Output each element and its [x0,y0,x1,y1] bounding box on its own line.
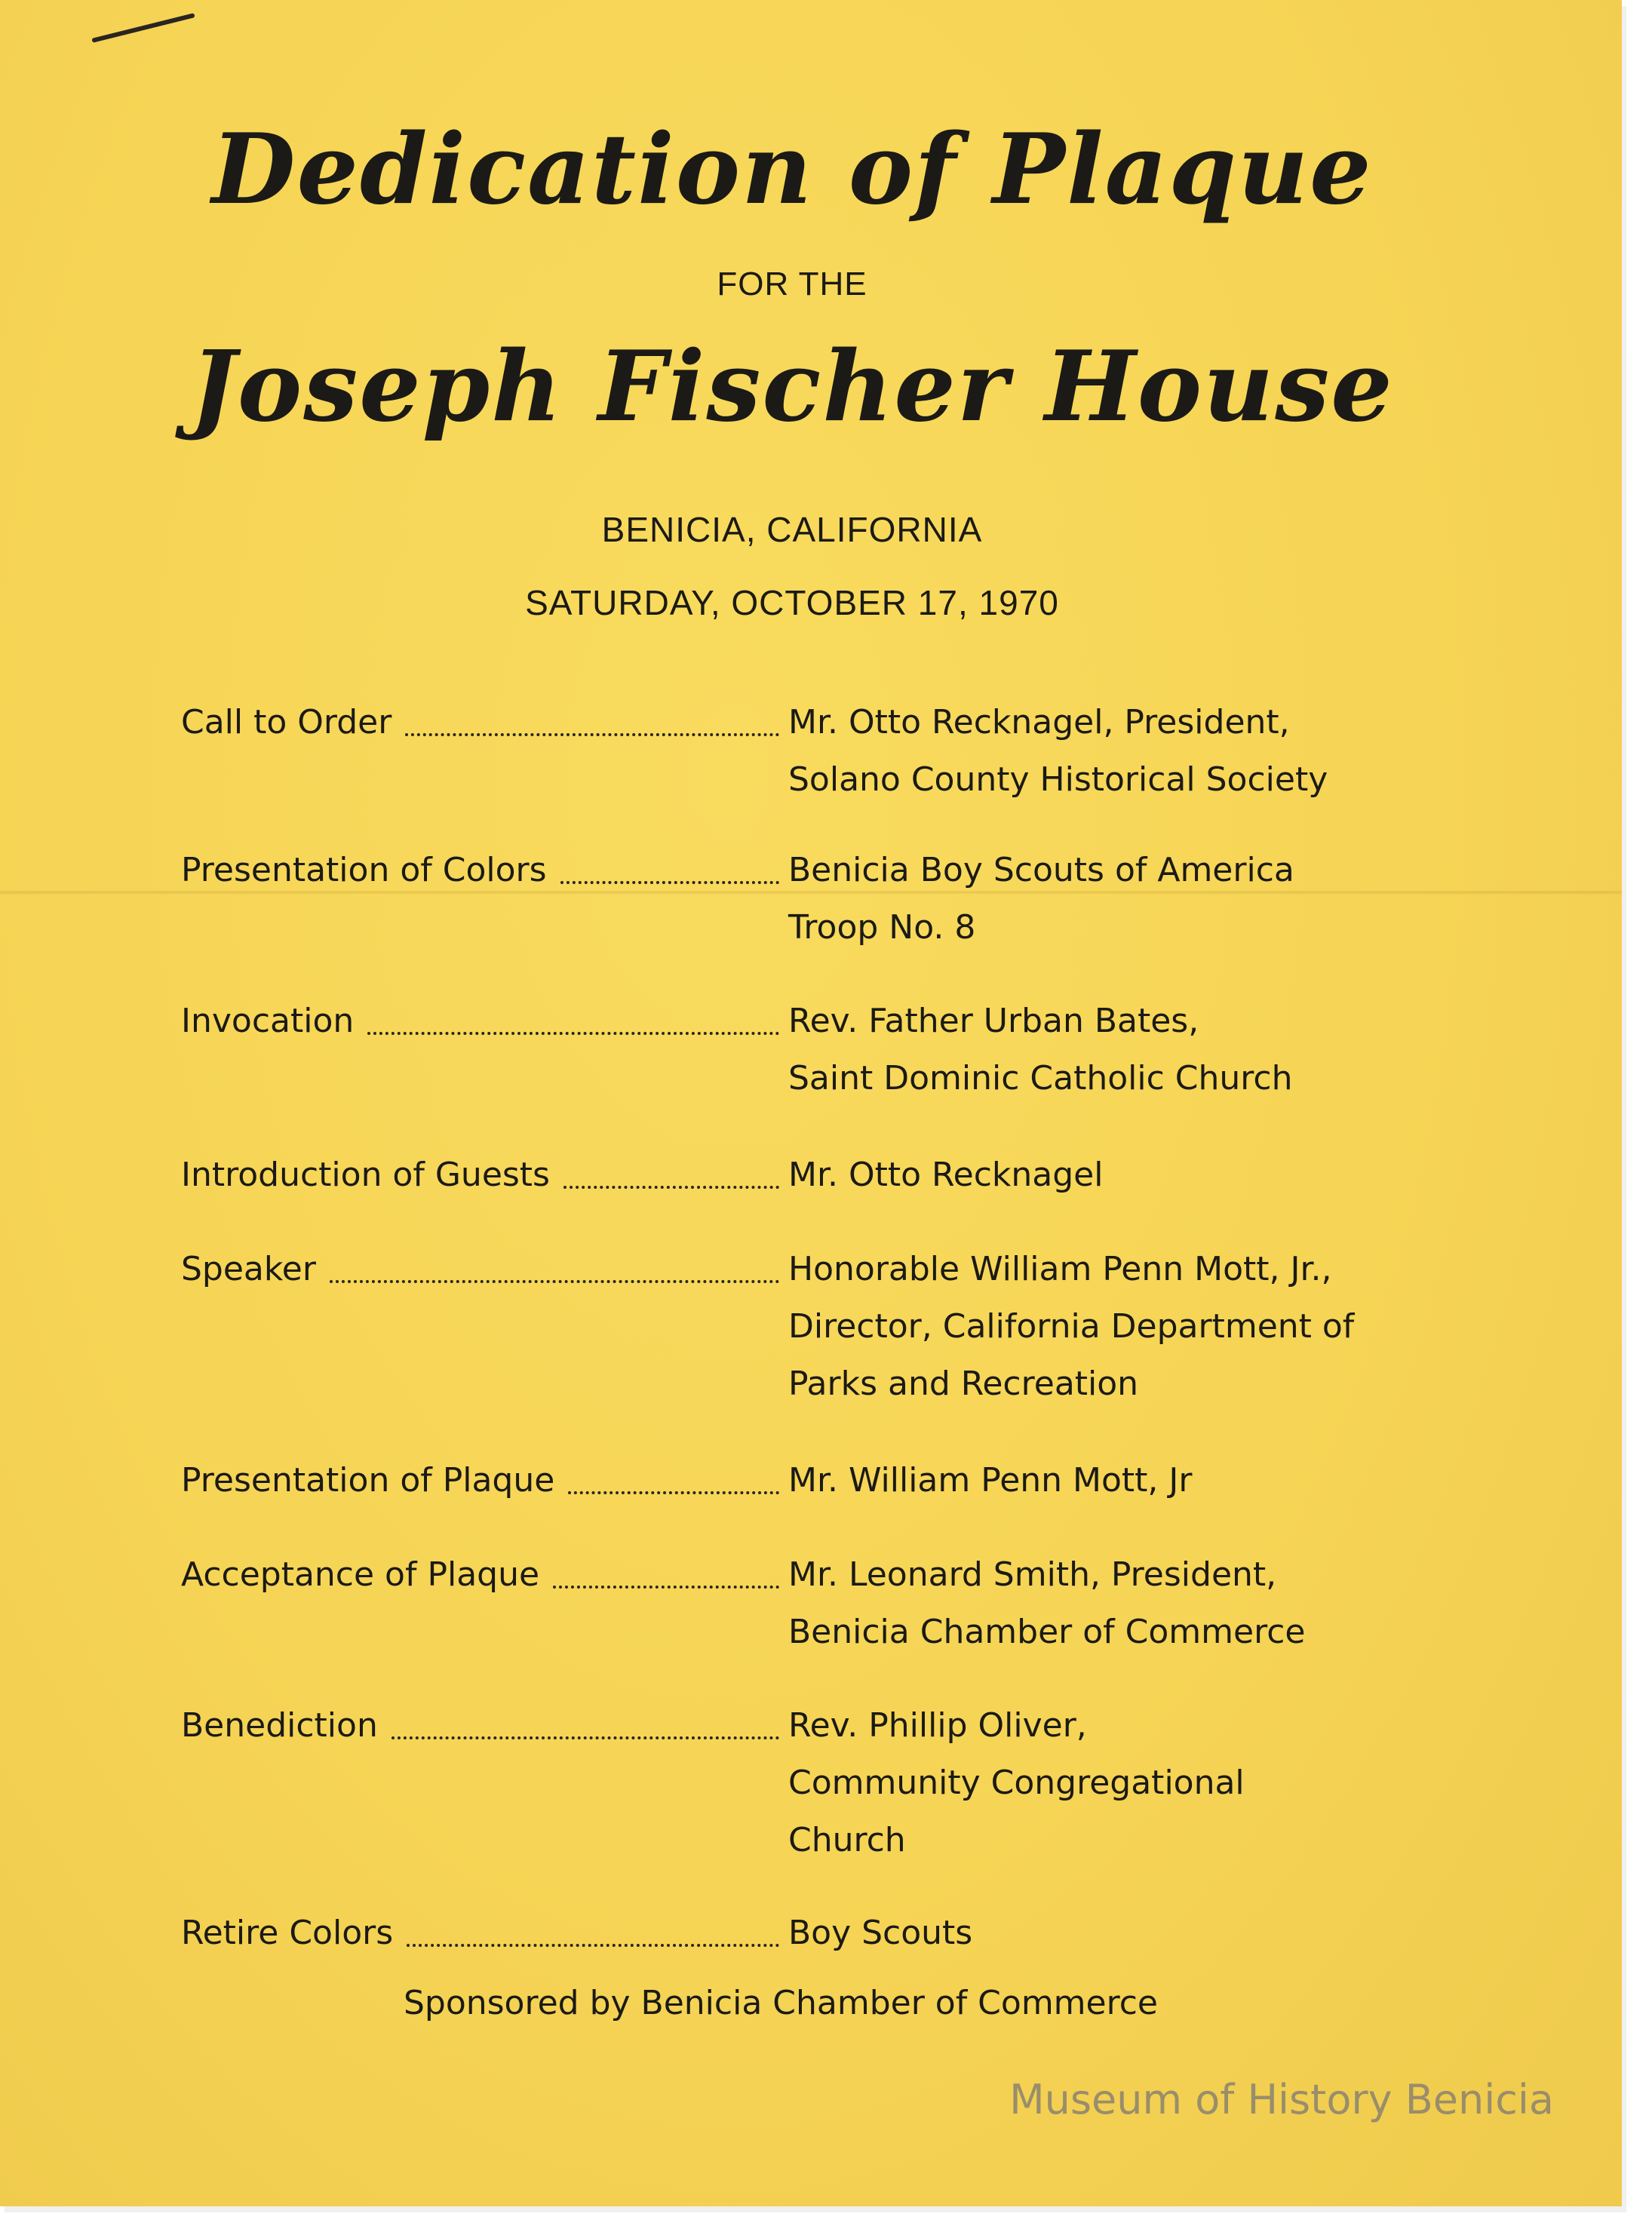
title-line-2: Joseph Fischer House [190,330,1394,444]
watermark: Museum of History Benicia [1009,2076,1554,2123]
dot-leader [407,1944,779,1947]
program-item-label: Call to Order [181,703,392,741]
program-item-participant [788,842,1437,956]
participant-line: Rev. Father Urban Bates, [788,1002,1199,1040]
program-item-participant [788,1147,1437,1204]
pencil-mark [91,13,195,43]
dot-leader [367,1032,779,1035]
participant-line: Church [788,1821,906,1859]
program-item-participant [788,1905,1437,1962]
participant-line: Mr. Leonard Smith, President, [788,1555,1277,1594]
program-item-participant [788,1697,1437,1869]
dot-leader [553,1586,779,1589]
program-item-participant [788,694,1437,809]
participant-line: Benicia Boy Scouts of America [788,851,1294,889]
program-item-label: Acceptance of Plaque [181,1555,540,1594]
program-item-label: Presentation of Colors [181,851,547,889]
dot-leader [330,1280,779,1283]
participant-line: Troop No. 8 [788,908,976,947]
dot-leader [560,881,779,884]
program-item-label: Speaker [181,1250,316,1288]
participant-line: Parks and Recreation [788,1365,1139,1403]
dot-leader [563,1186,779,1189]
program-item-label: Introduction of Guests [181,1156,550,1194]
program-item-participant [788,1241,1437,1413]
participant-line: Rev. Phillip Oliver, [788,1706,1087,1745]
participant-line: Director, California Department of [788,1307,1355,1346]
program-item-label: Presentation of Plaque [181,1461,555,1500]
participant-line: Mr. Otto Recknagel, President, [788,703,1290,741]
dot-leader [568,1491,779,1494]
participant-line: Community Congregational [788,1764,1245,1802]
program-item-participant [788,1546,1437,1661]
sponsor-line: Sponsored by Benicia Chamber of Commerce [403,1984,1159,2022]
participant-line: Solano County Historical Society [788,760,1328,799]
subtitle-for-the: FOR THE [717,266,867,302]
participant-line: Boy Scouts [788,1914,973,1952]
participant-line: Saint Dominic Catholic Church [788,1059,1293,1098]
event-date: SATURDAY, OCTOBER 17, 1970 [525,583,1059,622]
location: BENICIA, CALIFORNIA [601,510,983,549]
program-item-label: Retire Colors [181,1914,394,1952]
title-line-1: Dedication of Plaque [211,113,1373,226]
participant-line: Mr. William Penn Mott, Jr [788,1461,1193,1500]
program-item-label: Invocation [181,1002,355,1040]
participant-line: Mr. Otto Recknagel [788,1156,1104,1194]
program-item-label: Benediction [181,1706,378,1745]
participant-line: Honorable William Penn Mott, Jr., [788,1250,1332,1288]
participant-line: Benicia Chamber of Commerce [788,1613,1306,1651]
dot-leader [392,1736,779,1739]
program-item-participant [788,1452,1437,1509]
program-item-participant [788,993,1437,1107]
dot-leader [405,733,779,736]
